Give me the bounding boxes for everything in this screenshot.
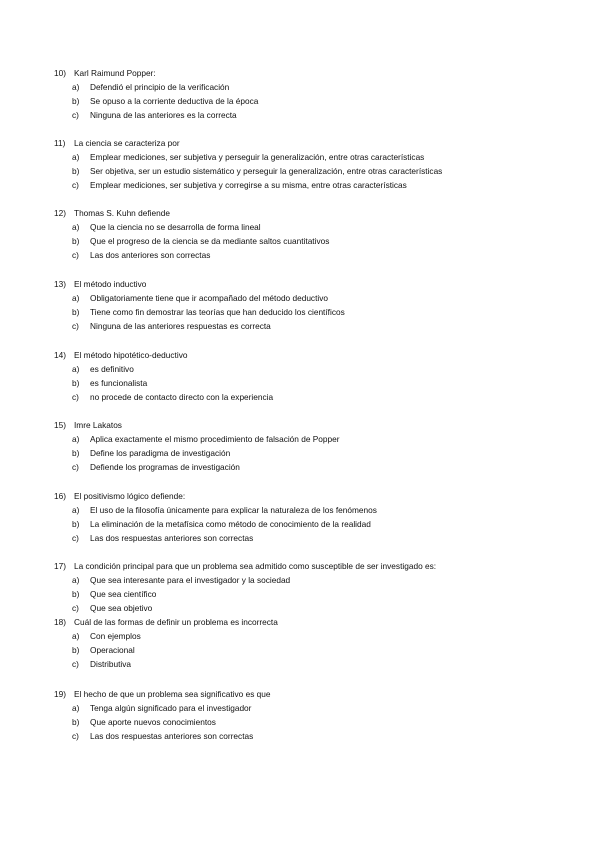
question-number: 12) bbox=[54, 208, 66, 218]
option-letter: a) bbox=[72, 222, 80, 232]
answer-option-c bbox=[54, 460, 584, 474]
answer-option-a bbox=[54, 220, 584, 234]
question-text: El método hipotético-deductivo bbox=[74, 350, 188, 360]
option-letter: c) bbox=[72, 110, 79, 120]
question-19 bbox=[54, 687, 584, 743]
option-letter: b) bbox=[72, 717, 80, 727]
option-text: Las dos anteriores son correctas bbox=[90, 250, 211, 260]
question-number: 18) bbox=[54, 617, 66, 627]
option-text: Que el progreso de la ciencia se da mediante saltos cuantitativos bbox=[90, 236, 330, 246]
answer-option-a bbox=[54, 362, 584, 376]
question-text: El positivismo lógico defiende: bbox=[74, 491, 186, 501]
option-letter: c) bbox=[72, 392, 79, 402]
option-text: Defiende los programas de investigación bbox=[90, 462, 240, 472]
option-text: Ninguna de las anteriores respuestas es correcta bbox=[90, 321, 271, 331]
option-text: El uso de la filosofía únicamente para explicar la naturaleza de los fenómenos bbox=[90, 505, 377, 515]
question-number: 16) bbox=[54, 491, 66, 501]
answer-option-a bbox=[54, 629, 584, 643]
question-line bbox=[54, 489, 584, 503]
option-text: Obligatoriamente tiene que ir acompañado del método deductivo bbox=[90, 293, 328, 303]
answer-option-a bbox=[54, 701, 584, 715]
answer-option-a bbox=[54, 503, 584, 517]
question-11 bbox=[54, 136, 584, 192]
option-text: Con ejemplos bbox=[90, 631, 141, 641]
question-line bbox=[54, 66, 584, 80]
question-17 bbox=[54, 559, 584, 615]
option-letter: a) bbox=[72, 293, 80, 303]
question-16 bbox=[54, 489, 584, 545]
option-letter: c) bbox=[72, 731, 79, 741]
answer-option-c bbox=[54, 531, 584, 545]
answer-option-b bbox=[54, 715, 584, 729]
question-line bbox=[54, 687, 584, 701]
option-text: Emplear mediciones, ser subjetiva y corregirse a su misma, entre otras características bbox=[90, 180, 407, 190]
option-letter: b) bbox=[72, 448, 80, 458]
answer-option-c bbox=[54, 108, 584, 122]
question-line bbox=[54, 348, 584, 362]
answer-option-c bbox=[54, 248, 584, 262]
option-text: es funcionalista bbox=[90, 378, 148, 388]
option-text: Las dos respuestas anteriores son correctas bbox=[90, 731, 254, 741]
option-letter: c) bbox=[72, 533, 79, 543]
option-text: Que la ciencia no se desarrolla de forma lineal bbox=[90, 222, 261, 232]
option-letter: b) bbox=[72, 236, 80, 246]
option-letter: b) bbox=[72, 96, 80, 106]
question-10 bbox=[54, 66, 584, 122]
option-text: La eliminación de la metafísica como método de conocimiento de la realidad bbox=[90, 519, 371, 529]
option-text: Aplica exactamente el mismo procedimiento de falsación de Popper bbox=[90, 434, 340, 444]
option-letter: a) bbox=[72, 152, 80, 162]
option-text: Se opuso a la corriente deductiva de la época bbox=[90, 96, 259, 106]
question-number: 19) bbox=[54, 689, 66, 699]
question-number: 14) bbox=[54, 350, 66, 360]
question-text: Karl Raimund Popper: bbox=[74, 68, 156, 78]
question-number: 13) bbox=[54, 279, 66, 289]
answer-option-c bbox=[54, 729, 584, 743]
option-letter: b) bbox=[72, 589, 80, 599]
option-letter: b) bbox=[72, 307, 80, 317]
option-letter: c) bbox=[72, 180, 79, 190]
question-line bbox=[54, 206, 584, 220]
option-letter: a) bbox=[72, 575, 80, 585]
answer-option-a bbox=[54, 573, 584, 587]
answer-option-b bbox=[54, 376, 584, 390]
question-12 bbox=[54, 206, 584, 262]
question-text: Imre Lakatos bbox=[74, 420, 122, 430]
option-text: Distributiva bbox=[90, 659, 132, 669]
answer-option-b bbox=[54, 164, 584, 178]
answer-option-b bbox=[54, 643, 584, 657]
option-text: Operacional bbox=[90, 645, 135, 655]
answer-option-c bbox=[54, 390, 584, 404]
question-15 bbox=[54, 418, 584, 474]
answer-option-b bbox=[54, 587, 584, 601]
option-letter: c) bbox=[72, 250, 79, 260]
answer-option-c bbox=[54, 601, 584, 615]
option-letter: c) bbox=[72, 603, 79, 613]
option-text: Tenga algún significado para el investigador bbox=[90, 703, 252, 713]
question-number: 15) bbox=[54, 420, 66, 430]
question-text: Cuál de las formas de definir un problema es incorrecta bbox=[74, 617, 278, 627]
question-14 bbox=[54, 348, 584, 404]
option-text: Que aporte nuevos conocimientos bbox=[90, 717, 216, 727]
option-letter: a) bbox=[72, 82, 80, 92]
option-letter: a) bbox=[72, 434, 80, 444]
question-line bbox=[54, 277, 584, 291]
question-line bbox=[54, 418, 584, 432]
question-text: La condición principal para que un problema sea admitido como susceptible de ser investigado es: bbox=[74, 561, 437, 571]
answer-option-b bbox=[54, 305, 584, 319]
question-18 bbox=[54, 615, 584, 671]
answer-option-c bbox=[54, 178, 584, 192]
answer-option-b bbox=[54, 234, 584, 248]
question-text: La ciencia se caracteriza por bbox=[74, 138, 180, 148]
option-text: Las dos respuestas anteriores son correctas bbox=[90, 533, 254, 543]
option-letter: b) bbox=[72, 166, 80, 176]
option-letter: a) bbox=[72, 364, 80, 374]
option-text: es definitivo bbox=[90, 364, 134, 374]
option-letter: c) bbox=[72, 462, 79, 472]
option-letter: a) bbox=[72, 505, 80, 515]
answer-option-b bbox=[54, 517, 584, 531]
question-line bbox=[54, 559, 584, 573]
answer-option-b bbox=[54, 94, 584, 108]
answer-option-c bbox=[54, 319, 584, 333]
question-13 bbox=[54, 277, 584, 333]
option-text: no procede de contacto directo con la experiencia bbox=[90, 392, 274, 402]
option-text: Que sea científico bbox=[90, 589, 157, 599]
answer-option-a bbox=[54, 291, 584, 305]
option-text: Define los paradigma de investigación bbox=[90, 448, 231, 458]
option-text: Que sea interesante para el investigador y la sociedad bbox=[90, 575, 291, 585]
question-line bbox=[54, 615, 584, 629]
question-text: Thomas S. Kuhn defiende bbox=[74, 208, 170, 218]
option-text: Defendió el principio de la verificación bbox=[90, 82, 230, 92]
answer-option-a bbox=[54, 80, 584, 94]
option-text: Ninguna de las anteriores es la correcta bbox=[90, 110, 237, 120]
option-letter: c) bbox=[72, 659, 79, 669]
question-line bbox=[54, 136, 584, 150]
question-number: 17) bbox=[54, 561, 66, 571]
option-letter: b) bbox=[72, 519, 80, 529]
option-letter: a) bbox=[72, 631, 80, 641]
option-text: Tiene como fin demostrar las teorías que han deducido los científicos bbox=[90, 307, 345, 317]
option-text: Que sea objetivo bbox=[90, 603, 153, 613]
question-text: El hecho de que un problema sea significativo es que bbox=[74, 689, 271, 699]
question-number: 10) bbox=[54, 68, 66, 78]
option-letter: b) bbox=[72, 645, 80, 655]
answer-option-a bbox=[54, 150, 584, 164]
option-text: Emplear mediciones, ser subjetiva y perseguir la generalización, entre otras características bbox=[90, 152, 425, 162]
question-text: El método inductivo bbox=[74, 279, 147, 289]
question-number: 11) bbox=[54, 138, 66, 148]
answer-option-c bbox=[54, 657, 584, 671]
answer-option-b bbox=[54, 446, 584, 460]
option-letter: c) bbox=[72, 321, 79, 331]
option-text: Ser objetiva, ser un estudio sistemático y perseguir la generalización, entre otras características bbox=[90, 166, 443, 176]
answer-option-a bbox=[54, 432, 584, 446]
option-letter: b) bbox=[72, 378, 80, 388]
option-letter: a) bbox=[72, 703, 80, 713]
